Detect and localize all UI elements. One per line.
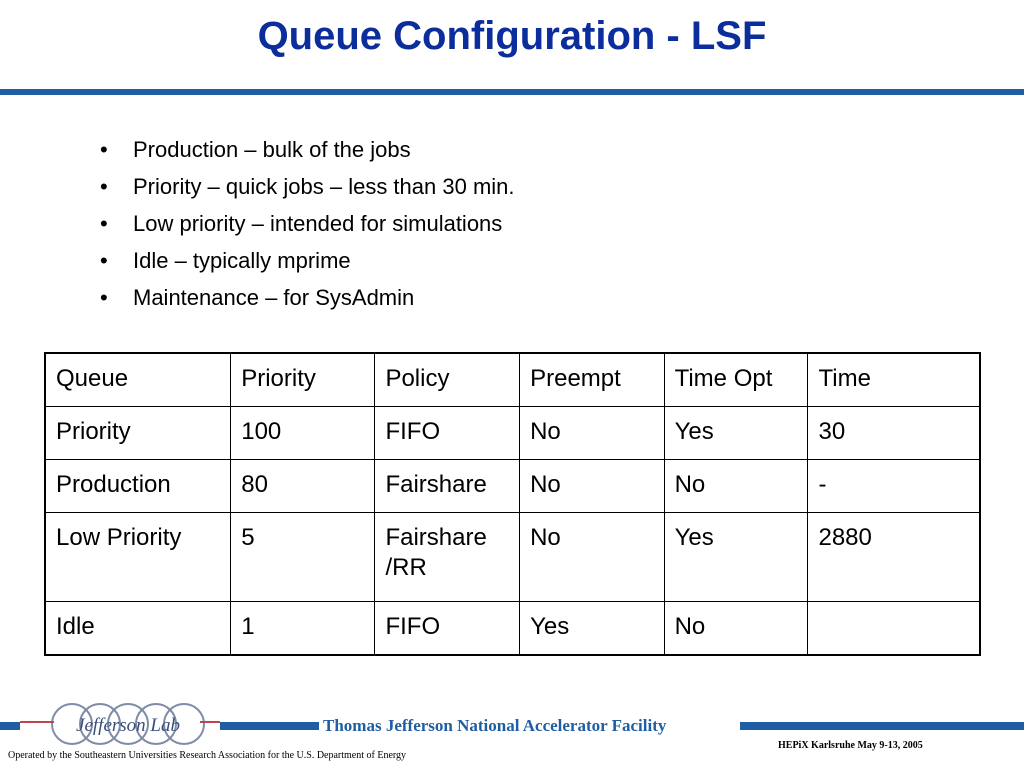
table-cell: No xyxy=(664,602,808,656)
table-cell: No xyxy=(520,513,664,602)
table-row xyxy=(45,513,980,602)
column-header: Priority xyxy=(231,353,375,407)
column-header: Time Opt xyxy=(664,353,808,407)
column-header: Preempt xyxy=(520,353,664,407)
table-cell: 80 xyxy=(231,460,375,513)
table-cell: 2880 xyxy=(808,513,980,602)
column-header: Policy xyxy=(375,353,520,407)
table-cell: FIFO xyxy=(375,407,520,460)
table-cell: Low Priority xyxy=(45,513,231,602)
title-divider xyxy=(0,89,1024,95)
table-cell: Yes xyxy=(664,407,808,460)
table-header-row xyxy=(45,353,980,407)
table-cell: Yes xyxy=(520,602,664,656)
table-cell: 100 xyxy=(231,407,375,460)
table-cell: - xyxy=(808,460,980,513)
table-cell: Fairshare /RR xyxy=(375,513,520,602)
jefferson-lab-logo xyxy=(20,696,220,752)
bullet-item: • Maintenance – for SysAdmin xyxy=(100,284,515,321)
table-cell: 5 xyxy=(231,513,375,602)
table-cell: Fairshare xyxy=(375,460,520,513)
table-cell: No xyxy=(520,407,664,460)
bullet-item: • Production – bulk of the jobs xyxy=(100,136,515,173)
operated-by-text: Operated by the Southeastern Universities Research Association for the U.S. Department of Energy xyxy=(8,750,407,761)
table-row xyxy=(45,460,980,513)
column-header: Queue xyxy=(45,353,231,407)
table-cell: Production xyxy=(45,460,231,513)
logo-text: Jefferson Lab xyxy=(76,715,180,736)
table-cell: 30 xyxy=(808,407,980,460)
table-row xyxy=(45,407,980,460)
facility-name: Thomas Jefferson National Accelerator Facility xyxy=(319,716,670,736)
column-header: Time xyxy=(808,353,980,407)
table-cell: Idle xyxy=(45,602,231,656)
bullet-item: • Priority – quick jobs – less than 30 min. xyxy=(100,173,515,210)
table-row xyxy=(45,602,980,656)
slide-title: Queue Configuration - LSF xyxy=(257,14,767,58)
queue-table xyxy=(44,352,981,656)
bullet-item: • Idle – typically mprime xyxy=(100,247,515,284)
bullet-list xyxy=(100,136,515,321)
table-cell: No xyxy=(664,460,808,513)
event-label: HEPiX Karlsruhe May 9-13, 2005 xyxy=(778,740,923,751)
table-cell xyxy=(808,602,980,656)
bullet-item: • Low priority – intended for simulations xyxy=(100,210,515,247)
table-cell: Yes xyxy=(664,513,808,602)
table-cell: 1 xyxy=(231,602,375,656)
footer-band-right xyxy=(740,722,1024,730)
table-cell: Priority xyxy=(45,407,231,460)
table-cell: No xyxy=(520,460,664,513)
table-cell: FIFO xyxy=(375,602,520,656)
